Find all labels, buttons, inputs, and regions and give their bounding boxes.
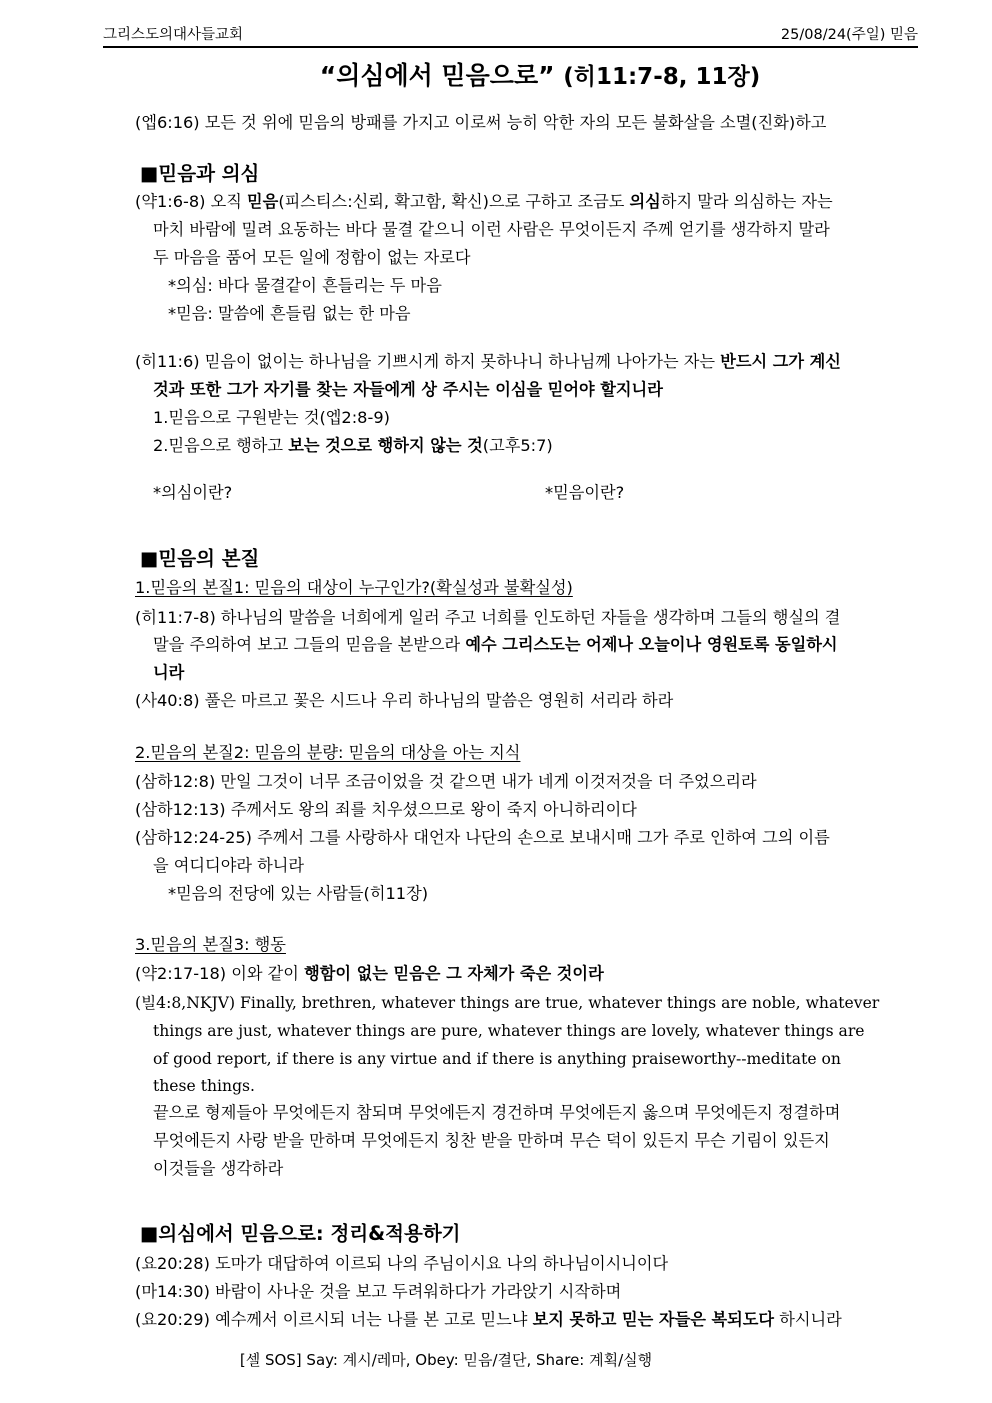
bold-text: 니라 — [153, 663, 185, 682]
verse-john-20-29 — [135, 1309, 842, 1331]
church-name: 그리스도의대사들교회 — [103, 27, 244, 43]
text: 2.믿음으로 행하고 — [153, 436, 284, 455]
subheading-essence-1: 1.믿음의 본질1: 믿음의 대상이 누구인가?(확실성과 불확실성) — [135, 578, 573, 597]
note-hall-of-faith: *믿음의 전당에 있는 사람들(히11장) — [168, 884, 429, 903]
bold-text: 것과 또한 그가 자기를 찾는 자들에게 상 주시는 이심을 믿어야 할지니라 — [153, 380, 663, 399]
verse-philippians-en-1: (빌4:8,NKJV) Finally, brethren, whatever things are true, whatever things are noble, whatever — [135, 994, 880, 1012]
bold-text: 예수 그리스도는 어제나 오늘이나 영원토록 동일하시 — [465, 635, 838, 654]
section-heading-essence: ■믿음의 본질 — [140, 547, 260, 570]
bold-text: 의심 — [629, 192, 661, 211]
note-faith: *믿음: 말씀에 흔들림 없는 한 마음 — [168, 304, 411, 323]
point-1: 1.믿음으로 구원받는 것(엡2:8-9) — [153, 408, 390, 427]
verse-john-20-28: (요20:28) 도마가 대답하여 이르되 나의 주님이시요 나의 하나님이시니이다 — [135, 1254, 669, 1273]
text: 하시니라 — [779, 1310, 842, 1329]
question-faith: *믿음이란? — [545, 483, 625, 502]
verse-philippians-ko-3: 이것들을 생각하라 — [153, 1159, 284, 1178]
verse-james-2 — [135, 963, 604, 985]
verse-hebrews-11-6-line2 — [153, 379, 663, 401]
text: (고후5:7) — [482, 436, 553, 455]
text: (약1:6-8) 오직 — [135, 192, 242, 211]
text: (피스티스:신뢰, 확고함, 확신)으로 구하고 조금도 — [278, 192, 625, 211]
bold-text: 보지 못하고 믿는 자들은 복되도다 — [532, 1310, 775, 1329]
page-title — [0, 56, 992, 92]
verse-samuel-24: (삼하12:24-25) 주께서 그를 사랑하사 대언자 나단의 손으로 보내시매 그가 주로 인하여 그의 이름 — [135, 828, 830, 847]
verse-matthew-14-30: (마14:30) 바람이 사나운 것을 보고 두려워하다가 가라앉기 시작하며 — [135, 1282, 622, 1301]
text: (약2:17-18) 이와 같이 — [135, 964, 299, 983]
verse-philippians-ko-2: 무엇에든지 사랑 받을 만하며 무엇에든지 칭찬 받을 만하며 무슨 덕이 있든지 무슨 기림이 있든지 — [153, 1131, 830, 1150]
text: (히11:6) 믿음이 없이는 하나님을 기쁘시게 하지 못하나니 하나님께 나아가는 자는 — [135, 352, 716, 371]
text: (요20:29) 예수께서 이르시되 너는 나를 본 고로 믿느냐 — [135, 1310, 528, 1329]
verse-samuel-8: (삼하12:8) 만일 그것이 너무 조금이었을 것 같으면 내가 네게 이것저것을 더 주었으리라 — [135, 772, 757, 791]
verse-james-1-line2: 마치 바람에 밀려 요동하는 바다 물결 같으니 이런 사람은 무엇이든지 주께 얻기를 생각하지 말라 — [153, 220, 830, 239]
verse-philippians-en-3: of good report, if there is any virtue and if there is anything praiseworthy--meditate on — [153, 1050, 841, 1068]
verse-samuel-24-line2: 을 여디디야라 하니라 — [153, 856, 305, 875]
verse-james-1-line3: 두 마음을 품어 모든 일에 정함이 없는 자로다 — [153, 248, 471, 267]
bold-text: 믿음 — [247, 192, 279, 211]
title-reference: (히11:7-8, 11장) — [563, 64, 761, 90]
text: 말을 주의하여 보고 그들의 믿음을 본받으라 — [153, 635, 461, 654]
verse-isaiah: (사40:8) 풀은 마르고 꽃은 시드나 우리 하나님의 말씀은 영원히 서리라 하라 — [135, 691, 674, 710]
question-doubt: *의심이란? — [153, 483, 233, 502]
title-main: “의심에서 믿음으로” — [319, 61, 555, 90]
verse-philippians-ko-1: 끝으로 형제들아 무엇에든지 참되며 무엇에든지 경건하며 무엇에든지 옳으며 무엇에든지 정결하며 — [153, 1103, 841, 1122]
verse-hebrews-11-6 — [135, 351, 841, 373]
verse-hebrews-13-line3 — [153, 662, 184, 684]
verse-james-1 — [135, 191, 833, 213]
text: 하지 말라 의심하는 자는 — [660, 192, 833, 211]
bold-text: 보는 것으로 행하지 않는 것 — [288, 436, 483, 455]
note-doubt: *의심: 바다 물결같이 흔들리는 두 마음 — [168, 276, 442, 295]
subheading-essence-2: 2.믿음의 본질2: 믿음의 분량: 믿음의 대상을 아는 지식 — [135, 743, 521, 762]
verse-philippians-en-2: things are just, whatever things are pure, whatever things are lovely, whatever things are — [153, 1022, 865, 1040]
intro-verse: (엡6:16) 모든 것 위에 믿음의 방패를 가지고 이로써 능히 악한 자의 모든 불화살을 소멸(진화)하고 — [135, 113, 827, 132]
bold-text: 행함이 없는 믿음은 그 자체가 죽은 것이라 — [304, 964, 604, 983]
verse-samuel-13: (삼하12:13) 주께서도 왕의 죄를 치우셨으므로 왕이 죽지 아니하리이다 — [135, 800, 637, 819]
verse-hebrews-13: (히11:7-8) 하나님의 말씀을 너희에게 일러 주고 너희를 인도하던 자들을 생각하며 그들의 행실의 결 — [135, 608, 841, 627]
section-heading-application: ■의심에서 믿음으로: 정리&적용하기 — [140, 1222, 461, 1245]
point-2 — [153, 435, 553, 457]
verse-hebrews-13-line2 — [153, 634, 838, 656]
page-header — [103, 20, 918, 48]
bold-text: 반드시 그가 계신 — [720, 352, 841, 371]
subheading-essence-3: 3.믿음의 본질3: 행동 — [135, 935, 286, 954]
header-date: 25/08/24(주일) 믿음 — [780, 27, 918, 43]
page-footer: [셀 SOS] Say: 계시/레마, Obey: 믿음/결단, Share: 계획/실행 — [239, 1351, 653, 1369]
section-heading-faith-doubt: ■믿음과 의심 — [140, 162, 260, 185]
verse-philippians-en-4: these things. — [153, 1077, 256, 1095]
